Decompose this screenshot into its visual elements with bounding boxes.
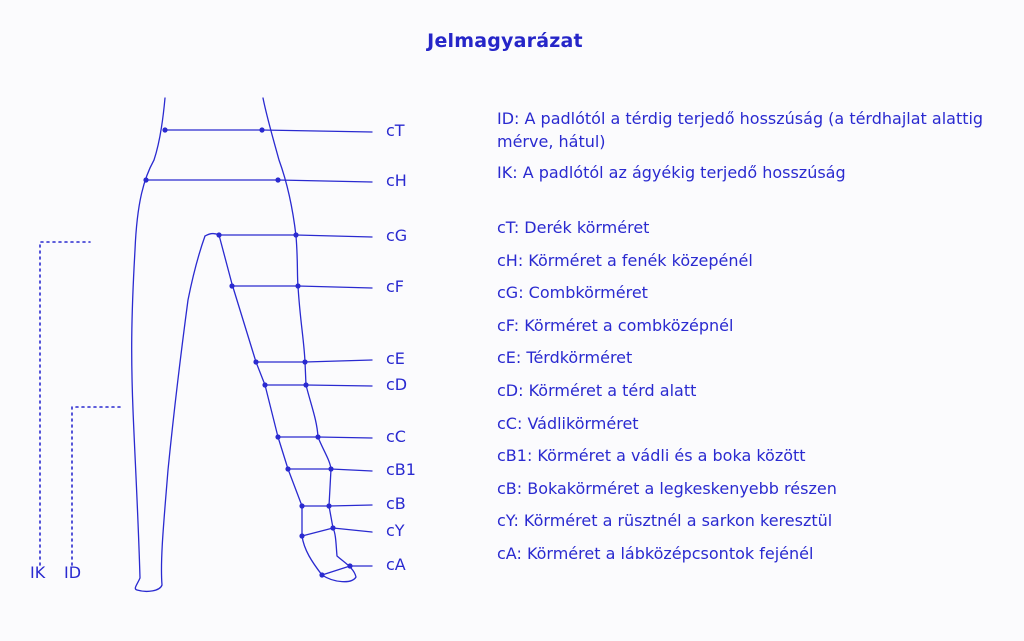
measure-point-cc xyxy=(315,434,320,439)
right-leg-outer-outline xyxy=(263,98,333,528)
length-definitions xyxy=(497,107,997,184)
leader-line-cb1 xyxy=(331,469,372,471)
measure-label-cb: cB xyxy=(386,494,406,513)
leader-line-ce xyxy=(305,360,372,362)
measure-label-cb1: cB1 xyxy=(386,460,416,479)
measure-point-cf xyxy=(229,283,234,288)
measure-line-cy xyxy=(302,528,333,536)
measure-line-ca xyxy=(322,566,350,575)
measure-point-cb xyxy=(299,503,304,508)
measure-definition: cT: Derék körméret xyxy=(497,218,650,237)
leader-line-cg xyxy=(296,235,372,237)
measurement-points xyxy=(143,127,352,577)
measure-point-cy xyxy=(299,533,304,538)
measure-definition: cB1: Körméret a vádli és a boka között xyxy=(497,446,806,466)
measure-point-ce xyxy=(253,359,258,364)
left-leg-outline xyxy=(132,98,205,591)
measure-point-cg xyxy=(216,232,221,237)
measure-point-cd xyxy=(303,382,308,387)
leader-line-ch xyxy=(278,180,372,182)
measure-point-cf xyxy=(295,283,300,288)
measure-definition: cY: Körméret a rüsztnél a sarkon keresztül xyxy=(497,511,833,531)
measure-point-cb xyxy=(326,503,331,508)
measurement-lines xyxy=(146,130,372,575)
leader-line-ct xyxy=(262,130,372,132)
measure-definition: cH: Körméret a fenék közepénél xyxy=(497,250,753,270)
measure-label-cf: cF xyxy=(386,277,404,296)
measure-point-ce xyxy=(302,359,307,364)
measure-point-ca xyxy=(347,563,352,568)
leader-line-cd xyxy=(306,385,372,386)
id-guide-line xyxy=(72,407,120,565)
measure-label-ch: cH xyxy=(386,171,407,190)
measure-point-ct xyxy=(259,127,264,132)
foot-outline xyxy=(302,528,356,582)
page-title: Jelmagyarázat xyxy=(427,30,583,52)
measure-label-cc: cC xyxy=(386,427,406,446)
measure-definition: cG: Combkörméret xyxy=(497,283,648,303)
measure-label-ct: cT xyxy=(386,121,405,140)
measure-label-ca: cA xyxy=(386,555,406,574)
measure-label-cy: cY xyxy=(386,521,405,540)
measure-point-cc xyxy=(275,434,280,439)
measure-point-ct xyxy=(162,127,167,132)
measure-definition: cB: Bokakörméret a legkeskenyebb részen xyxy=(497,478,837,498)
measure-point-cy xyxy=(330,525,335,530)
measure-definition: cE: Térdkörméret xyxy=(497,348,633,368)
measure-label-cd: cD xyxy=(386,375,408,394)
legend xyxy=(497,107,997,575)
measure-point-cd xyxy=(262,382,267,387)
leader-line-cb xyxy=(329,505,372,506)
length-definition: IK: A padlótól az ágyékig terjedő hosszúság xyxy=(497,163,846,182)
leader-line-cf xyxy=(298,286,372,288)
measure-point-ch xyxy=(143,177,148,182)
measure-definitions xyxy=(497,216,997,565)
measure-point-cb1 xyxy=(328,466,333,471)
measure-definition: cD: Körméret a térd alatt xyxy=(497,380,697,400)
measure-point-cg xyxy=(293,232,298,237)
length-definition: ID: A padlótól a térdig terjedő hosszúság (a térdhajlat alattig mérve, hátul) xyxy=(497,109,984,151)
measure-point-ca xyxy=(319,572,324,577)
measure-definition: cF: Körméret a combközépnél xyxy=(497,315,734,335)
measure-point-ch xyxy=(275,177,280,182)
measure-point-cb1 xyxy=(285,466,290,471)
leg-measurement-diagram xyxy=(0,0,470,641)
ik-guide-line xyxy=(40,242,90,565)
id-label: ID xyxy=(64,563,82,582)
measure-definition: cC: Vádlikörméret xyxy=(497,413,639,433)
ik-label: IK xyxy=(30,563,46,582)
leader-line-cy xyxy=(333,528,372,532)
measure-label-ce: cE xyxy=(386,349,405,368)
measure-label-cg: cG xyxy=(386,226,408,245)
measure-definition: cA: Körméret a lábközépcsontok fejénél xyxy=(497,543,814,563)
leader-line-cc xyxy=(318,437,372,438)
